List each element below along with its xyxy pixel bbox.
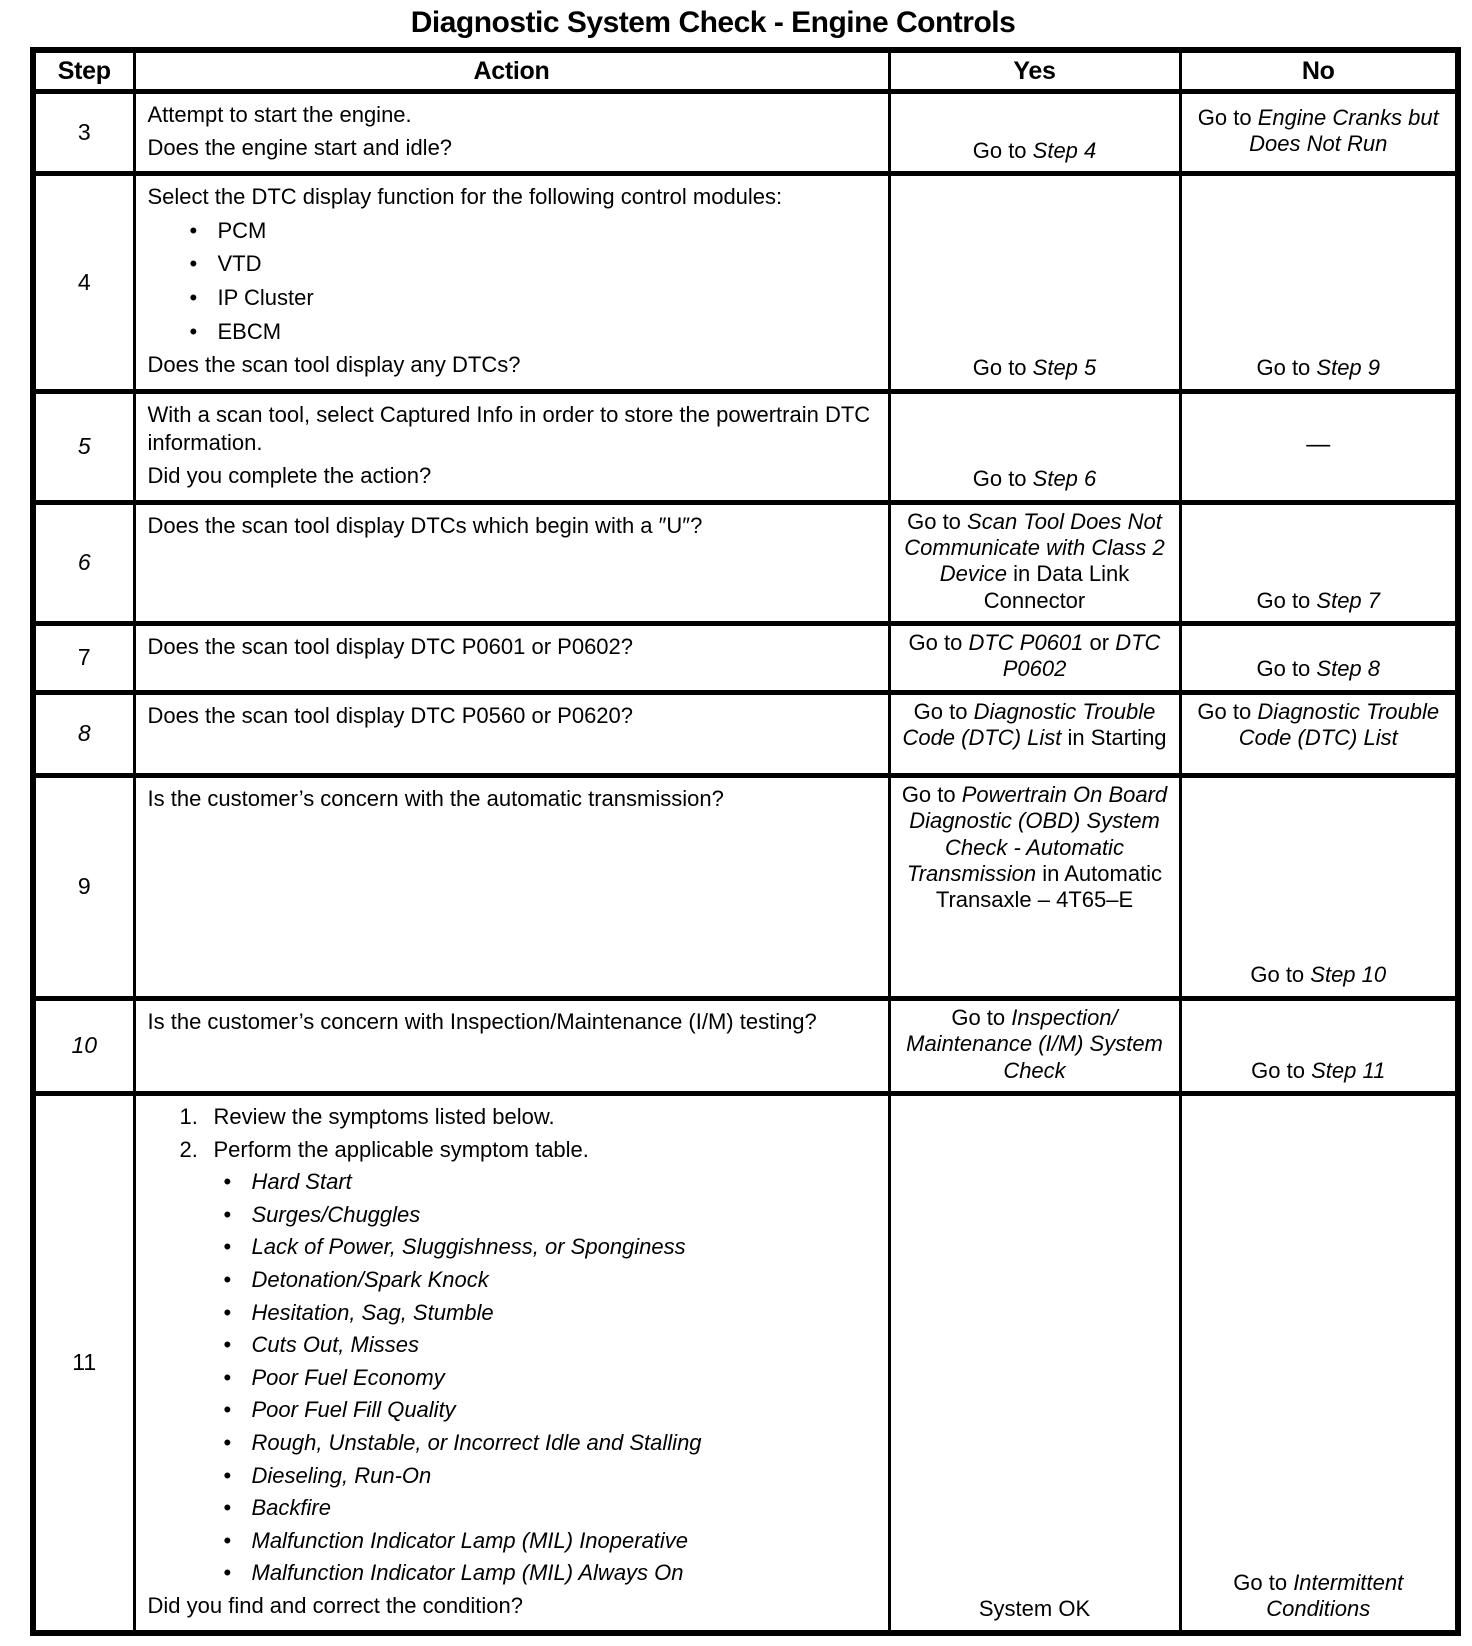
- block-text: [218, 217, 878, 246]
- text: in Starting: [1061, 725, 1167, 751]
- bullet-icon: •: [223, 1560, 232, 1586]
- bullet-item: [148, 217, 878, 246]
- number-label: 2.: [179, 1136, 198, 1162]
- action-paragraph: [148, 1008, 878, 1037]
- italic-text: Rough, Unstable, or Incorrect Idle and Stalling: [251, 1429, 702, 1455]
- block-text: [252, 1233, 878, 1262]
- table-row-step-6: [33, 502, 1458, 624]
- italic-text: Step 11: [1311, 1057, 1386, 1083]
- block-text: [252, 1462, 878, 1491]
- page-title: Diagnostic System Check - Engine Controls: [410, 6, 1016, 39]
- italic-text: DTC P0602: [1002, 630, 1161, 682]
- bullet-icon: •: [223, 1462, 232, 1488]
- italic-text: Scan Tool Does Not Communicate with Class 2 Device: [904, 508, 1165, 587]
- number-label: 1.: [179, 1104, 198, 1130]
- step-cell: 4: [33, 174, 134, 392]
- text: Go to: [1256, 587, 1317, 613]
- no-cell: [1180, 624, 1458, 693]
- text: Go to: [901, 781, 962, 807]
- italic-text: Surges/Chuggles: [251, 1201, 421, 1227]
- bullet-item: [148, 1201, 878, 1230]
- block-text: [218, 284, 878, 313]
- action-cell: [134, 92, 889, 174]
- block-text: [252, 1299, 878, 1328]
- table-row-step-9: [33, 775, 1458, 998]
- action-cell: [134, 998, 889, 1093]
- italic-text: Poor Fuel Economy: [251, 1364, 445, 1390]
- bullet-item: [148, 1168, 878, 1197]
- text: Go to: [1197, 698, 1258, 724]
- block-text: [148, 1009, 817, 1034]
- diagnostic-table: [30, 47, 1461, 1636]
- yes-cell: [889, 391, 1180, 502]
- block-text: [214, 1103, 878, 1132]
- text: Does the scan tool display DTC P0601 or P0602?: [147, 634, 634, 660]
- block-text: [252, 1331, 878, 1360]
- bullet-item: [148, 1462, 878, 1491]
- block-text: [148, 402, 871, 456]
- italic-text: Inspection/ Maintenance (I/M) System Check: [906, 1004, 1163, 1083]
- bullet-item: [148, 284, 878, 313]
- block-text: [148, 352, 521, 377]
- bullet-item: [148, 1396, 878, 1425]
- text: Does the engine start and idle?: [147, 134, 453, 160]
- bullet-item: [148, 250, 878, 279]
- bullet-icon: •: [223, 1495, 232, 1521]
- step-cell: 10: [33, 998, 134, 1093]
- action-cell: [134, 692, 889, 775]
- text: Is the customer’s concern with Inspection/Maintenance (I/M) testing?: [147, 1008, 817, 1034]
- no-cell: [1180, 775, 1458, 998]
- italic-text: DTC P0601: [968, 630, 1084, 656]
- yes-cell: [889, 775, 1180, 998]
- bullet-item: [148, 1331, 878, 1360]
- table-row-step-7: [33, 624, 1458, 693]
- italic-text: Dieseling, Run-On: [251, 1462, 432, 1488]
- block-text: [148, 786, 724, 811]
- italic-text: Intermittent Conditions: [1266, 1569, 1404, 1622]
- text: System OK: [978, 1596, 1091, 1622]
- action-cell: [134, 775, 889, 998]
- block-text: [252, 1429, 878, 1458]
- italic-text: Step 9: [1316, 355, 1381, 381]
- step-cell: 9: [33, 775, 134, 998]
- bullet-item: [148, 1494, 878, 1523]
- yes-cell: [889, 174, 1180, 392]
- text: VTD: [217, 251, 262, 277]
- text: Go to: [972, 466, 1033, 492]
- block-text: [148, 184, 783, 209]
- text: Did you find and correct the condition?: [147, 1592, 523, 1618]
- action-paragraph: [148, 1592, 878, 1621]
- bullet-icon: •: [223, 1234, 232, 1260]
- bullet-icon: •: [223, 1429, 232, 1455]
- no-cell: [1180, 391, 1458, 502]
- no-cell: [1180, 92, 1458, 174]
- text: With a scan tool, select Captured Info in order to store the powertrain DTC information.: [147, 401, 871, 456]
- action-paragraph: [148, 512, 878, 541]
- block-text: [148, 513, 703, 538]
- italic-text: Malfunction Indicator Lamp (MIL) Always On: [251, 1560, 684, 1586]
- action-cell: [134, 174, 889, 392]
- text: Go to: [1197, 104, 1258, 130]
- action-paragraph: [148, 702, 878, 731]
- yes-cell: [889, 998, 1180, 1093]
- block-text: [148, 634, 634, 659]
- text: Go to: [908, 630, 969, 656]
- text: Attempt to start the engine.: [147, 102, 412, 127]
- italic-text: Step 6: [1032, 466, 1097, 492]
- text: Go to: [951, 1004, 1012, 1030]
- action-cell: [134, 391, 889, 502]
- text: EBCM: [217, 318, 282, 344]
- action-paragraph: [148, 401, 878, 458]
- text: Go to: [1251, 1057, 1312, 1083]
- col-header-step: Step: [33, 50, 134, 92]
- yes-cell: [889, 692, 1180, 775]
- bullet-icon: •: [223, 1267, 232, 1293]
- yes-cell: [889, 502, 1180, 624]
- text: Perform the applicable symptom table.: [213, 1136, 589, 1162]
- no-cell: [1180, 1094, 1458, 1633]
- action-cell: [134, 1094, 889, 1633]
- block-text: [218, 318, 878, 347]
- text: Review the symptoms listed below.: [213, 1104, 555, 1130]
- text: Go to: [913, 698, 974, 724]
- step-cell: 5: [33, 391, 134, 502]
- bullet-icon: •: [189, 284, 198, 310]
- italic-text: Step 8: [1316, 656, 1381, 682]
- action-cell: [134, 502, 889, 624]
- italic-text: Diagnostic Trouble Code (DTC) List: [902, 698, 1156, 751]
- action-paragraph: [148, 351, 878, 380]
- italic-text: Detonation/Spark Knock: [251, 1267, 489, 1293]
- no-cell: [1180, 174, 1458, 392]
- table-row-step-5: [33, 391, 1458, 502]
- block-text: [148, 102, 412, 127]
- block-text: [252, 1559, 878, 1588]
- action-paragraph: [148, 785, 878, 814]
- text: Go to: [907, 508, 968, 534]
- bullet-item: [148, 1233, 878, 1262]
- italic-text: Malfunction Indicator Lamp (MIL) Inoperative: [251, 1527, 689, 1553]
- action-paragraph: [148, 134, 878, 163]
- italic-text: Powertrain On Board Diagnostic (OBD) System Check - Automatic Transmission: [906, 781, 1168, 887]
- bullet-item: [148, 1527, 878, 1556]
- text: Did you complete the action?: [147, 462, 432, 488]
- block-text: [252, 1364, 878, 1393]
- block-text: [252, 1396, 878, 1425]
- bullet-icon: •: [223, 1169, 232, 1195]
- step-cell: 6: [33, 502, 134, 624]
- block-text: [252, 1266, 878, 1295]
- table-row-step-4: [33, 174, 1458, 392]
- block-text: [252, 1527, 878, 1556]
- bullet-item: [148, 1429, 878, 1458]
- text: Does the scan tool display DTC P0560 or P0620?: [147, 702, 634, 728]
- table-row-step-11: [33, 1094, 1458, 1633]
- col-header-action: Action: [134, 50, 889, 92]
- block-text: [148, 1593, 523, 1618]
- text: Go to: [1233, 1569, 1294, 1595]
- bullet-item: [148, 1299, 878, 1328]
- italic-text: Hard Start: [251, 1169, 352, 1195]
- italic-text: Backfire: [251, 1495, 331, 1521]
- step-cell: 3: [33, 92, 134, 174]
- block-text: [214, 1136, 878, 1165]
- action-paragraph: [148, 633, 878, 662]
- yes-cell: [889, 1094, 1180, 1633]
- italic-text: Lack of Power, Sluggishness, or Sponginess: [251, 1234, 686, 1260]
- text: Does the scan tool display any DTCs?: [147, 352, 521, 378]
- bullet-item: [148, 318, 878, 347]
- bullet-icon: •: [223, 1299, 232, 1325]
- table-row-step-8: [33, 692, 1458, 775]
- text: Go to: [972, 137, 1033, 163]
- action-paragraph: [148, 101, 878, 130]
- italic-text: Step 5: [1032, 355, 1097, 381]
- bullet-icon: •: [223, 1527, 232, 1553]
- italic-text: Step 4: [1032, 137, 1097, 163]
- bullet-item: [148, 1266, 878, 1295]
- text: or: [1083, 630, 1116, 656]
- block-text: [252, 1168, 878, 1197]
- block-text: [218, 250, 878, 279]
- step-cell: 7: [33, 624, 134, 693]
- text: Go to: [1256, 355, 1317, 381]
- italic-text: Poor Fuel Fill Quality: [251, 1397, 456, 1423]
- no-cell: [1180, 692, 1458, 775]
- text: Does the scan tool display DTCs which begin with a ″U″?: [147, 512, 703, 538]
- table-row-step-3: [33, 92, 1458, 174]
- bullet-icon: •: [223, 1332, 232, 1358]
- text: in Automatic Transaxle – 4T65–E: [935, 861, 1163, 913]
- text: IP Cluster: [217, 284, 314, 310]
- text: PCM: [217, 217, 267, 243]
- text: Select the DTC display function for the following control modules:: [147, 184, 783, 210]
- bullet-icon: •: [189, 217, 198, 243]
- italic-text: Step 10: [1310, 962, 1387, 988]
- no-cell: [1180, 502, 1458, 624]
- text: Go to: [972, 355, 1033, 381]
- bullet-item: [148, 1559, 878, 1588]
- bullet-icon: •: [189, 251, 198, 277]
- block-text: [148, 463, 432, 488]
- italic-text: Cuts Out, Misses: [251, 1332, 419, 1358]
- action-paragraph: [148, 183, 878, 212]
- action-paragraph: [148, 462, 878, 491]
- no-cell: [1180, 998, 1458, 1093]
- action-cell: [134, 624, 889, 693]
- bullet-icon: •: [223, 1364, 232, 1390]
- col-header-yes: Yes: [889, 50, 1180, 92]
- numbered-item: [148, 1136, 878, 1165]
- step-cell: 8: [33, 692, 134, 775]
- col-header-no: No: [1180, 50, 1458, 92]
- block-text: [252, 1201, 878, 1230]
- italic-text: Engine Cranks but Does Not Run: [1249, 104, 1439, 157]
- text: Go to: [1250, 962, 1311, 988]
- bullet-icon: •: [223, 1201, 232, 1227]
- italic-text: Hesitation, Sag, Stumble: [251, 1299, 494, 1325]
- yes-cell: [889, 624, 1180, 693]
- yes-cell: [889, 92, 1180, 174]
- block-text: [148, 703, 634, 728]
- text: in Data Link Connector: [983, 561, 1130, 613]
- numbered-item: [148, 1103, 878, 1132]
- table-row-step-10: [33, 998, 1458, 1093]
- block-text: [252, 1494, 878, 1523]
- bullet-item: [148, 1364, 878, 1393]
- text: —: [1306, 430, 1331, 458]
- block-text: [148, 135, 453, 160]
- text: Go to: [1256, 656, 1317, 682]
- bullet-icon: •: [223, 1397, 232, 1423]
- text: Is the customer’s concern with the automatic transmission?: [147, 785, 724, 811]
- bullet-icon: •: [189, 318, 198, 344]
- step-cell: 11: [33, 1094, 134, 1633]
- italic-text: Step 7: [1316, 587, 1381, 613]
- header-row: [33, 50, 1458, 92]
- italic-text: Diagnostic Trouble Code (DTC) List: [1238, 698, 1440, 751]
